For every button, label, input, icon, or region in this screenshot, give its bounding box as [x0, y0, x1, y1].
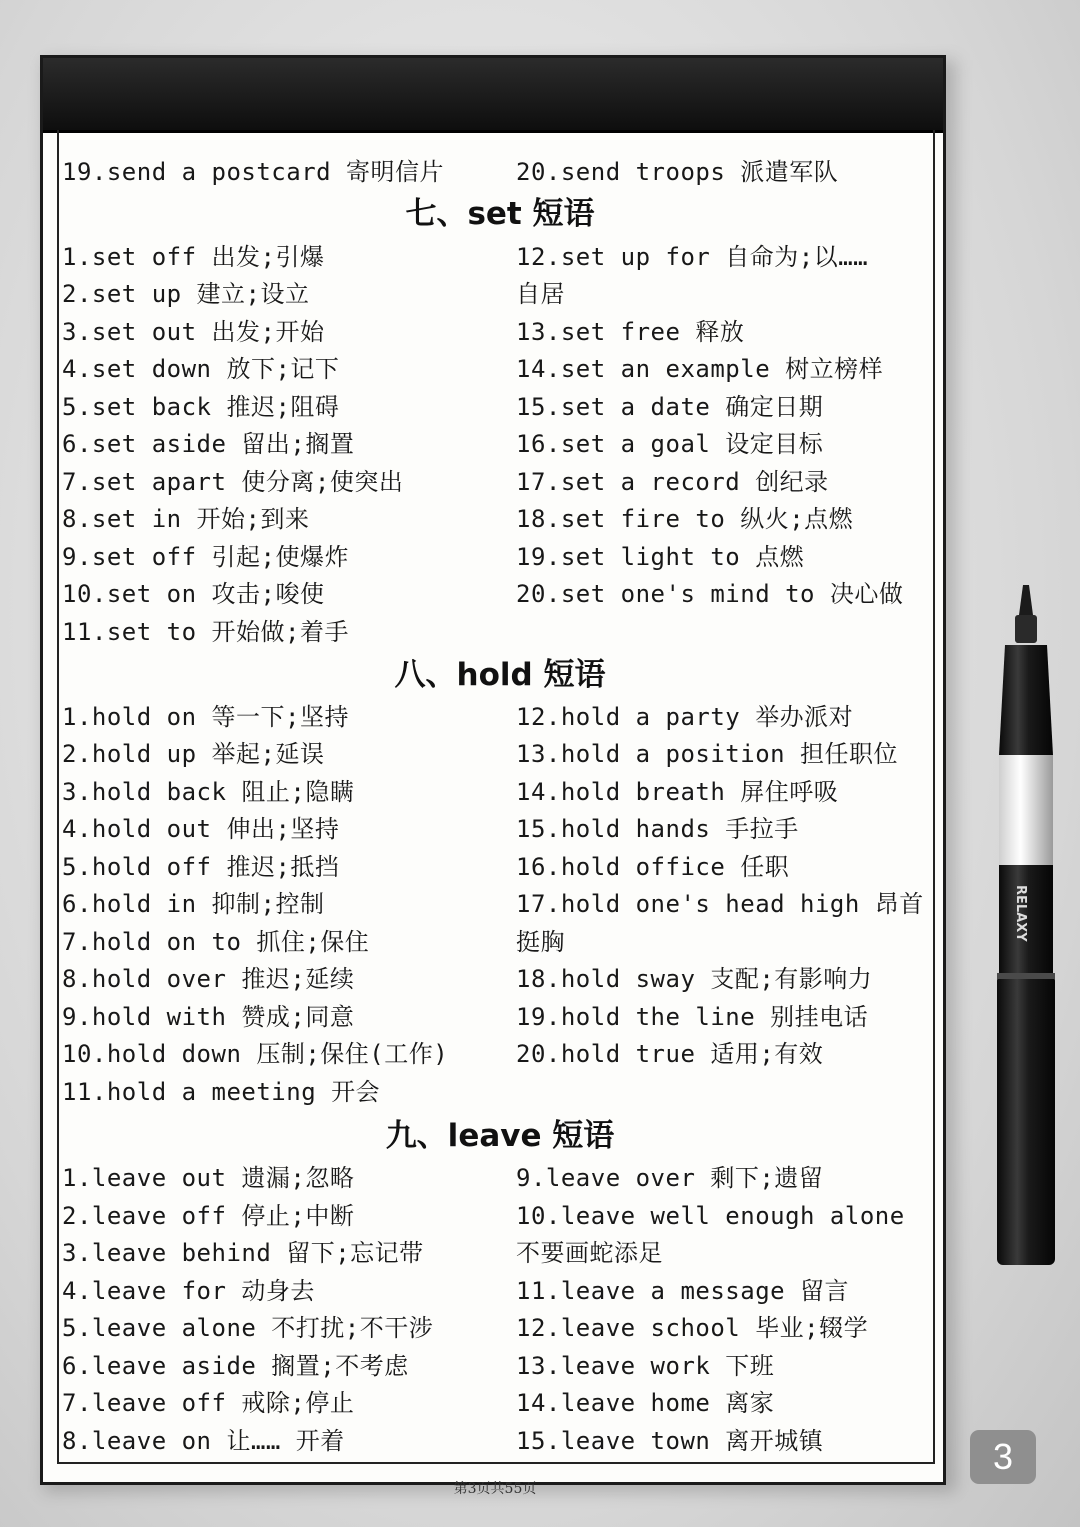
phrase-item: 挺胸 [516, 928, 565, 956]
phrase-item: 9.hold with 赞成;同意 [62, 1003, 355, 1031]
phrase-item: 17.hold one's head high 昂首 [516, 890, 924, 918]
phrase-item: 14.hold breath 屏住呼吸 [516, 778, 839, 806]
phrase-item: 1.set off 出发;引爆 [62, 243, 325, 271]
phrase-item: 14.set an example 树立榜样 [516, 355, 884, 383]
phrase-item: 9.set off 引起;使爆炸 [62, 543, 349, 571]
phrase-item: 16.set a goal 设定目标 [516, 430, 824, 458]
section-heading-leave: 九、leave 短语 [385, 1118, 615, 1154]
phrase-item: 4.hold out 伸出;坚持 [62, 815, 340, 843]
phrase-item: 19.send a postcard 寄明信片 [62, 158, 445, 186]
phrase-item: 19.hold the line 别挂电话 [516, 1003, 869, 1031]
phrase-item: 19.set light to 点燃 [516, 543, 805, 571]
phrase-item: 3.leave behind 留下;忘记带 [62, 1239, 424, 1267]
phrase-item: 7.set apart 使分离;使突出 [62, 468, 404, 496]
phrase-item: 15.set a date 确定日期 [516, 393, 824, 421]
phrase-item: 5.hold off 推迟;抵挡 [62, 853, 340, 881]
phrase-item: 18.set fire to 纵火;点燃 [516, 505, 854, 533]
phrase-item: 11.leave a message 留言 [516, 1277, 850, 1305]
phrase-item: 3.hold back 阻止;隐瞒 [62, 778, 355, 806]
phrase-item: 10.leave well enough alone [516, 1202, 905, 1230]
phrase-item: 15.hold hands 手拉手 [516, 815, 799, 843]
page-footer: 第3页共55页 [453, 1481, 537, 1497]
phrase-item: 12.leave school 毕业;辍学 [516, 1314, 869, 1342]
phrase-item: 6.set aside 留出;搁置 [62, 430, 355, 458]
phrase-item: 16.hold office 任职 [516, 853, 790, 881]
phrase-item: 12.set up for 自命为;以…… [516, 243, 869, 271]
phrase-item: 17.set a record 创纪录 [516, 468, 829, 496]
phrase-item: 6.hold in 抑制;控制 [62, 890, 325, 918]
phrase-item: 3.set out 出发;开始 [62, 318, 325, 346]
phrase-item: 4.leave for 动身去 [62, 1277, 315, 1305]
phrase-item: 自居 [516, 280, 565, 308]
phrase-item: 5.set back 推迟;阻碍 [62, 393, 340, 421]
phrase-item: 13.hold a position 担任职位 [516, 740, 899, 768]
phrase-item: 11.set to 开始做;着手 [62, 618, 349, 646]
section-heading-hold: 八、hold 短语 [394, 657, 606, 693]
phrase-item: 7.leave off 戒除;停止 [62, 1389, 355, 1417]
phrase-item: 1.leave out 遗漏;忽略 [62, 1164, 355, 1192]
phrase-item: 13.set free 释放 [516, 318, 745, 346]
phrase-item: 13.leave work 下班 [516, 1352, 775, 1380]
phrase-item: 12.hold a party 举办派对 [516, 703, 854, 731]
phrase-item: 20.hold true 适用;有效 [516, 1040, 824, 1068]
phrase-item: 18.hold sway 支配;有影响力 [516, 965, 873, 993]
phrase-item: 20.set one's mind to 决心做 [516, 580, 904, 608]
phrase-item: 8.leave on 让…… 开着 [62, 1427, 345, 1455]
phrase-item: 11.hold a meeting 开会 [62, 1078, 381, 1106]
phrase-item: 14.leave home 离家 [516, 1389, 775, 1417]
phrase-item: 7.hold on to 抓住;保住 [62, 928, 370, 956]
page-number-badge: 3 [970, 1430, 1036, 1484]
phrase-item: 5.leave alone 不打扰;不干涉 [62, 1314, 434, 1342]
phrase-item: 15.leave town 离开城镇 [516, 1427, 824, 1455]
phrase-item: 4.set down 放下;记下 [62, 355, 340, 383]
phrase-item: 10.hold down 压制;保住(工作) [62, 1040, 449, 1068]
phrase-item: 9.leave over 剩下;遗留 [516, 1164, 824, 1192]
phrase-item: 1.hold on 等一下;坚持 [62, 703, 349, 731]
phrase-item: 不要画蛇添足 [516, 1239, 663, 1267]
phrase-item: 20.send troops 派遣军队 [516, 158, 839, 186]
phrase-item: 10.set on 攻击;唆使 [62, 580, 325, 608]
phrase-item: 2.hold up 举起;延误 [62, 740, 325, 768]
pen-brand-label [1013, 885, 1028, 942]
section-heading-set: 七、set 短语 [405, 196, 595, 232]
phrase-item: 2.leave off 停止;中断 [62, 1202, 355, 1230]
phrase-item: 8.set in 开始;到来 [62, 505, 310, 533]
phrase-item: 2.set up 建立;设立 [62, 280, 310, 308]
pen-image [985, 585, 1065, 1265]
phrase-item: 6.leave aside 搁置;不考虑 [62, 1352, 409, 1380]
svg-text:RELAXY: RELAXY [1013, 885, 1028, 942]
phrase-item: 8.hold over 推迟;延续 [62, 965, 355, 993]
